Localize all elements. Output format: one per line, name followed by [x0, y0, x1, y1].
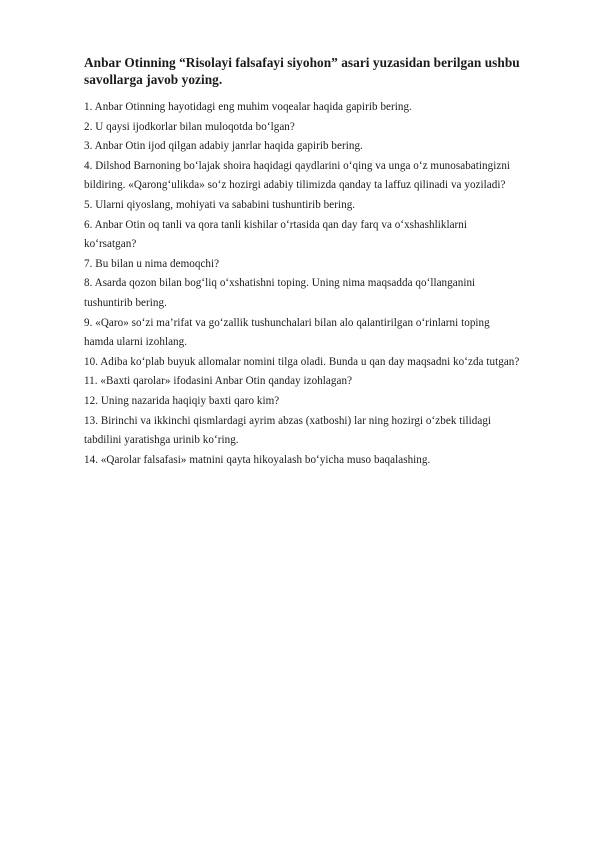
question-line: 2. U qaysi ijodkorlar bilan muloqotda bo‘lgan?	[84, 120, 295, 133]
question-line: 5. Ularni qiyoslang, mohiyati va sababini tushuntirib bering.	[84, 198, 356, 211]
question-line: 10. Adiba ko‘plab buyuk allomalar nomini tilga oladi. Bunda u qan day maqsadni ko‘zda tutgan?	[84, 355, 520, 368]
question-line: 12. Uning nazarida haqiqiy baxti qaro kim?	[84, 394, 280, 407]
question-line: 1. Anbar Otinning hayotidagi eng muhim voqealar haqida gapirib bering.	[84, 101, 412, 113]
heading-line: savollarga javob yozing.	[84, 72, 223, 87]
assignment-heading	[84, 54, 564, 88]
question-line: tushuntirib bering.	[84, 296, 167, 309]
document-page	[84, 54, 564, 470]
question-line: 14. «Qarolar falsafasi» matnini qayta hikoyalash bo‘yicha muso baqalashing.	[84, 453, 431, 466]
question-line: 7. Bu bilan u nima demoqchi?	[84, 257, 220, 270]
question-line: hamda ularni izohlang.	[84, 336, 188, 349]
question-line: 8. Asarda qozon bilan bog‘liq o‘xshatishni toping. Uning nima maqsadda qo‘llanganini	[84, 277, 476, 290]
heading-line: Anbar Otinning “Risolayi falsafayi siyohon” asari yuzasidan berilgan ushbu	[84, 55, 520, 70]
question-line: tabdilini yaratishga urinib ko‘ring.	[84, 434, 239, 447]
questions-list	[84, 98, 564, 470]
question-line: 9. «Qaro» so‘zi ma’rifat va go‘zallik tushunchalari bilan alo qalantirilgan o‘rinlarni toping	[84, 316, 490, 329]
question-line: 3. Anbar Otin ijod qilgan adabiy janrlar haqida gapirib bering.	[84, 140, 363, 153]
question-line: 4. Dilshod Barnoning bo‘lajak shoira haqidagi qaydlarini o‘qing va unga o‘z munosabatingizni	[84, 159, 511, 172]
question-line: 13. Birinchi va ikkinchi qismlardagi ayrim abzas (xatboshi) lar ning hozirgi o‘zbek tilidagi	[84, 414, 492, 427]
question-line: bildiring. «Qarong‘ulikda» so‘z hozirgi adabiy tilimizda qanday ta laffuz qilinadi va yoziladi?	[84, 179, 506, 192]
question-line: 6. Anbar Otin oq tanli va qora tanli kishilar o‘rtasida qan day farq va o‘xshashliklarni	[84, 218, 468, 231]
question-line: ko‘rsatgan?	[84, 238, 137, 251]
question-line: 11. «Baxti qarolar» ifodasini Anbar Otin qanday izohlagan?	[84, 375, 353, 388]
